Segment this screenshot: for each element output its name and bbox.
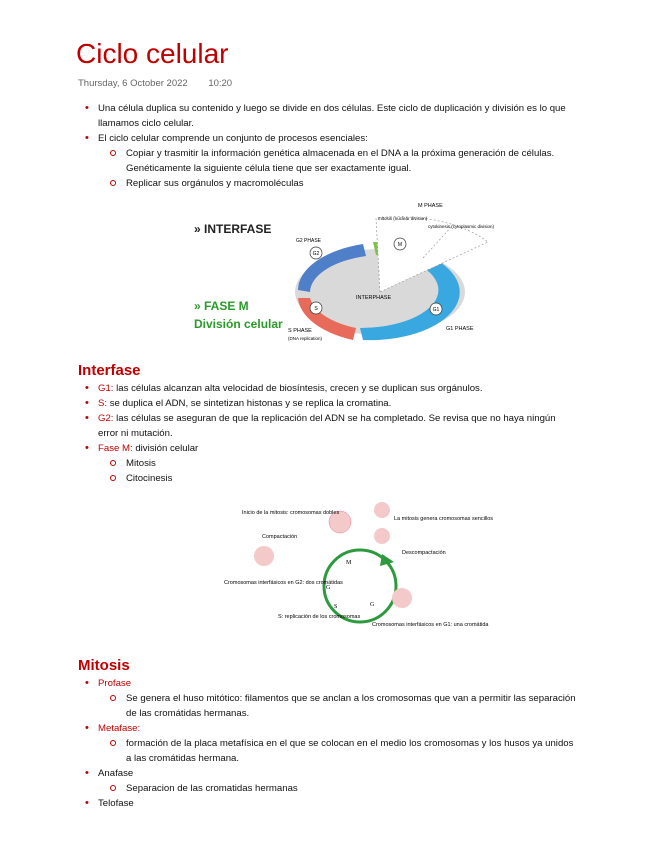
mitosis-heading: Mitosis <box>78 657 130 674</box>
interphase-label: INTERPHASE <box>356 295 392 301</box>
sub-item: Copiar y trasmitir la información genética almacenada en el DNA a la próxima generación de células. Genéticamente la siguiente célula tiene que ser exactamente igual. <box>126 146 578 176</box>
m-phase-label: M PHASE <box>418 203 443 209</box>
svg-text:G1: G1 <box>432 307 440 313</box>
svg-text:S: S <box>334 604 338 610</box>
fase-m-label: » FASE M <box>194 299 249 313</box>
list-item: • Telofase <box>98 796 578 811</box>
chromosome-cycle-diagram <box>222 498 494 641</box>
sub-item: Replicar sus orgánulos y macromoléculas <box>126 176 578 191</box>
intro-list <box>78 101 578 191</box>
inicio-label: Inicio de la mitosis: cromosomas dobles <box>242 510 340 516</box>
sub-item: Citocinesis <box>126 471 578 486</box>
interfase-heading: Interfase <box>78 362 141 379</box>
list-item: • Fase M: división celular Mitosis Citocinesis <box>98 441 578 486</box>
list-item: • G1: las células alcanzan alta velocidad de biosíntesis, crecen y se duplican sus orgánulos. <box>98 381 578 396</box>
division-label: División celular <box>194 317 283 331</box>
svg-text:G: G <box>326 585 331 591</box>
compact-label: Compactación <box>262 534 298 540</box>
list-item: • Profase Se genera el huso mitótico: filamentos que se anclan a los cromosomas que van a permitir las separación de las cromátidas hermanas. <box>98 676 578 721</box>
descomp-label: Descompactación <box>402 550 446 556</box>
svg-text:G2: G2 <box>312 251 320 257</box>
genera-label: La mitosis genera cromosomas sencillos <box>394 516 494 522</box>
svg-text:M: M <box>346 560 352 566</box>
g2-phase-label: G2 PHASE <box>296 238 322 244</box>
mitosis-label: mitosis (nuclear division) <box>378 216 428 221</box>
interfase-list <box>78 381 578 486</box>
sub-item: formación de la placa metafísica en el que se colocan en el medio los cromosomas y los husos ya unidos a las cromátidas hermana. <box>126 736 578 766</box>
cell-cycle-diagram <box>188 198 498 346</box>
svg-text:S: S <box>314 306 318 312</box>
sub-item: Se genera el huso mitótico: filamentos que se anclan a los cromosomas que van a permitir las separación de las cromátidas hermanas. <box>126 691 578 721</box>
g1-phase-label: G1 PHASE <box>446 326 474 332</box>
note-date: Thursday, 6 October 2022 <box>78 78 188 89</box>
page-title: Ciclo celular <box>76 38 229 69</box>
g2-chromosomes-label: Cromosomas interfásicos en G2: dos cromátidas <box>224 580 343 586</box>
mitosis-list <box>78 676 578 811</box>
list-item: • Metafase: formación de la placa metafísica en el que se colocan en el medio los cromosomas y los husos ya unidos a las cromátidas hermana. <box>98 721 578 766</box>
interfase-label: » INTERFASE <box>194 222 272 236</box>
svg-text:G: G <box>370 602 375 608</box>
dna-replication-label: (DNA replication) <box>288 336 323 341</box>
list-item: • Una célula duplica su contenido y luego se divide en dos células. Este ciclo de duplicación y división es lo que llamamos ciclo celular. <box>98 101 578 131</box>
list-item: • Anafase Separacion de las cromatidas hermanas <box>98 766 578 796</box>
s-phase-label: S PHASE <box>288 328 312 334</box>
cytokinesis-label: cytokinesis (cytoplasmic division) <box>428 224 495 229</box>
list-item: • El ciclo celular comprende un conjunto de procesos esenciales: Copiar y trasmitir la información genética almacenada en el DNA a la próxima generación de células. Genéticamente la siguiente célula tiene que ser exactamente igual. Replicar sus orgánulos y macromoléculas <box>98 131 578 191</box>
s-replication-label: S: replicación de los cromosomas <box>278 614 361 620</box>
sub-item: Mitosis <box>126 456 578 471</box>
svg-text:M: M <box>397 242 403 248</box>
note-time: 10:20 <box>208 78 233 89</box>
note-meta <box>78 78 250 89</box>
sub-item: Separacion de las cromatidas hermanas <box>126 781 578 796</box>
list-item: • S: se duplica el ADN, se sintetizan histonas y se replica la cromatina. <box>98 396 578 411</box>
g1-chromosomes-label: Cromosomas interfásicos en G1: una cromátida <box>372 622 489 628</box>
list-item: • G2: las células se aseguran de que la replicación del ADN se ha completado. Se revisa que no haya ningún error ni mutación. <box>98 411 578 441</box>
